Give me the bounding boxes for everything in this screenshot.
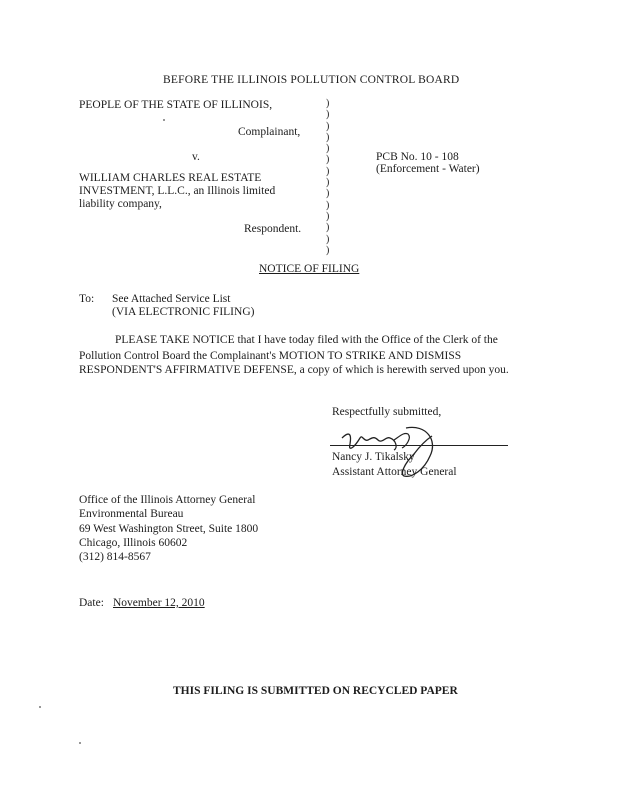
office-line-4: Chicago, Illinois 60602 [79,537,188,549]
court-title: BEFORE THE ILLINOIS POLLUTION CONTROL BOARD [163,74,460,86]
respondent-role: Respondent. [244,223,302,235]
office-line-3: 69 West Washington Street, Suite 1800 [79,523,259,535]
scan-speck [79,742,81,744]
notice-body-line-3: RESPONDENT'S AFFIRMATIVE DEFENSE, a copy of which is herewith served upon you. [79,364,509,376]
complainant-name: PEOPLE OF THE STATE OF ILLINOIS, [79,99,273,111]
versus: v. [192,151,200,163]
date-value: November 12, 2010 [113,597,205,609]
signer-name: Nancy J. Tikalsky [332,451,415,463]
signature-line [330,445,508,446]
office-line-5: (312) 814-8567 [79,551,151,563]
office-line-1: Office of the Illinois Attorney General [79,494,256,506]
office-line-2: Environmental Bureau [79,508,184,520]
caption-brackets: ) ) ) ) ) ) ) ) ) ) ) ) ) ) [326,98,330,256]
respondent-line-1: WILLIAM CHARLES REAL ESTATE [79,172,262,184]
notice-heading: NOTICE OF FILING [259,263,360,275]
respondent-line-2: INVESTMENT, L.L.C., an Illinois limited [79,185,276,197]
to-line-2: (VIA ELECTRONIC FILING) [112,306,255,318]
notice-body-line-2: Pollution Control Board the Complainant's MOTION TO STRIKE AND DISMISS [79,350,462,362]
signer-title: Assistant Attorney General [332,466,457,478]
case-type: (Enforcement - Water) [376,163,480,175]
to-label: To: [79,293,95,305]
date-label: Date: [79,597,104,609]
to-line-1: See Attached Service List [112,293,231,305]
scan-speck [163,119,165,121]
recycled-paper-notice: THIS FILING IS SUBMITTED ON RECYCLED PAPER [173,685,458,697]
scan-speck [39,706,41,708]
complainant-role: Complainant, [238,126,301,138]
respondent-line-3: liability company, [79,198,162,210]
signature-closing: Respectfully submitted, [332,406,442,418]
notice-body-line-1: PLEASE TAKE NOTICE that I have today filed with the Office of the Clerk of the [115,334,498,346]
case-number: PCB No. 10 - 108 [376,151,459,163]
